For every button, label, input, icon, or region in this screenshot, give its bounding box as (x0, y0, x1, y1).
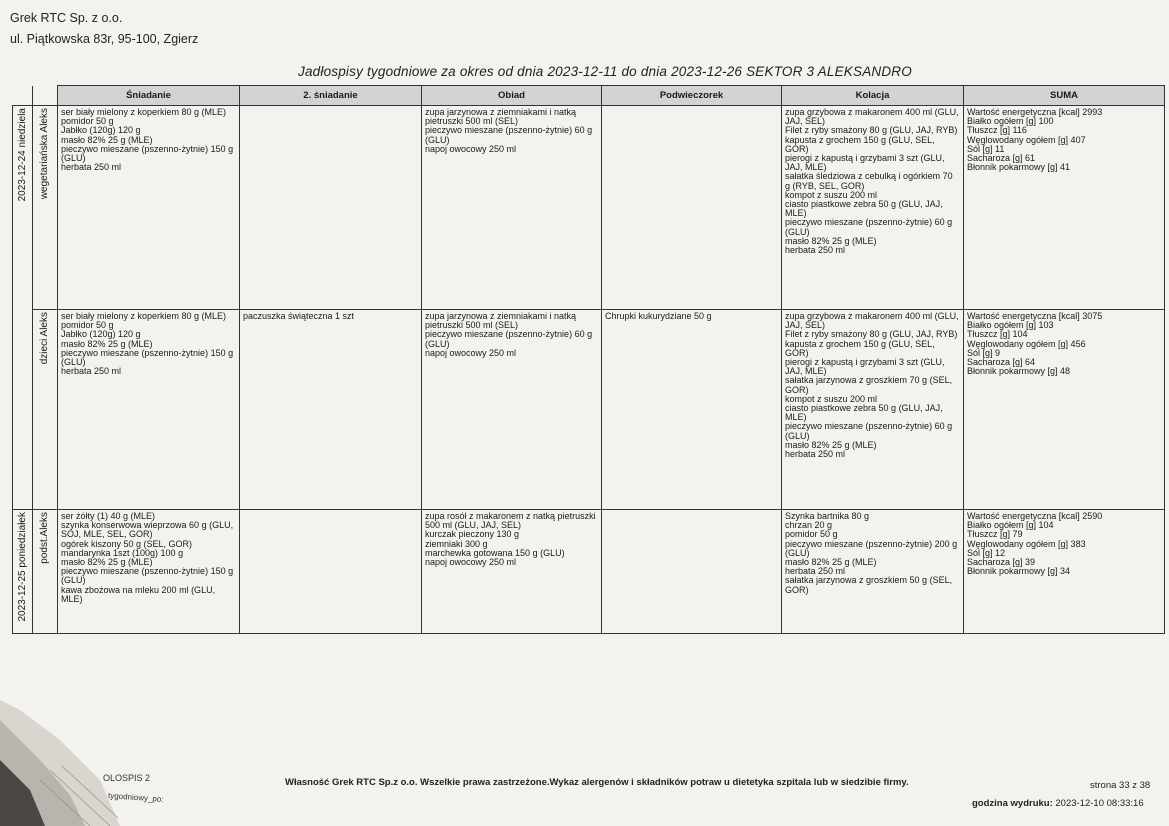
summary-cell (964, 106, 1165, 310)
menu-item: pomidor 50 g (785, 529, 838, 540)
menu-item: masło 82% 25 g (MLE) (61, 134, 153, 145)
meal-cell (58, 510, 240, 634)
menu-item: Sacharoza [g] 64 (967, 357, 1036, 368)
meal-cell (58, 310, 240, 510)
meal-cell (422, 106, 602, 310)
meal-cell (602, 106, 782, 310)
corner-text: tygodniowy_po: (107, 791, 164, 804)
page-number: strona 33 z 38 (1090, 780, 1151, 791)
menu-item: Jabłko (120g) 120 g (61, 329, 141, 340)
menu-item: kawa zbożowa na mleku 200 ml (GLU, MLE) (61, 584, 216, 604)
menu-item: Wartość energetyczna [kcal] 3075 (967, 311, 1103, 321)
menu-item: pieczywo mieszane (pszenno-żytnie) 150 g (GLU) (61, 347, 234, 368)
menu-item: Filet z ryby smażony 80 g (GLU, JAJ, RYB) (785, 329, 958, 340)
menu-item: zupa jarzynowa z ziemniakami i natką pietruszki 500 ml (SEL) (425, 311, 577, 331)
menu-item: ciasto piastkowe zebra 50 g (GLU, JAJ, MLE) (785, 403, 943, 423)
header-row (13, 86, 1165, 106)
menu-item: marchewka gotowana 150 g (GLU) (425, 547, 565, 558)
menu-item: sałatka jarzynowa z groszkiem 50 g (SEL, GOR) (785, 575, 953, 595)
day-label: 2023-12-25 poniedziałek (16, 512, 28, 622)
menu-item: mandarynka 1szt (100g) 100 g (61, 547, 184, 558)
table-row (13, 106, 1165, 310)
menu-item: Tłuszcz [g] 104 (967, 329, 1028, 340)
corner-text: OLOSPIS 2 (103, 773, 151, 783)
meal-cell (782, 106, 964, 310)
menu-item: Sól [g] 9 (967, 347, 1001, 358)
menu-item: Sacharoza [g] 61 (967, 153, 1036, 164)
menu-item: kurczak pieczony 130 g (425, 529, 520, 540)
menu-item: pierogi z kapustą i grzybami 3 szt (GLU, JAJ, MLE) (785, 153, 945, 173)
menu-item: zupa grzybowa z makaronem 400 ml (GLU, JAJ, SEL) (785, 311, 959, 331)
table-row (13, 310, 1165, 510)
menu-item: Węglowodany ogółem [g] 456 (967, 338, 1086, 349)
menu-item: herbata 250 ml (785, 245, 846, 256)
diet-cell (33, 510, 58, 634)
menu-item: Chrupki kukurydziane 50 g (605, 311, 712, 321)
company-info (10, 8, 198, 50)
menu-item: pieczywo mieszane (pszenno-żytnie) 150 g (GLU) (61, 143, 234, 164)
menu-item: sałatka jarzynowa z groszkiem 70 g (SEL, GOR) (785, 375, 953, 395)
menu-item: ciasto piastkowe zebra 50 g (GLU, JAJ, MLE) (785, 199, 943, 219)
menu-item: masło 82% 25 g (MLE) (785, 439, 877, 450)
menu-item: kompot z suszu 200 ml (785, 189, 878, 200)
menu-item: pieczywo mieszane (pszenno-żytnie) 200 g (GLU) (785, 538, 958, 558)
document-title: Jadłospisy tygodniowe za okres od dnia 2023-12-11 do dnia 2023-12-26 SEKTOR 3 ALEKSANDRO (298, 64, 912, 79)
menu-item: pierogi z kapustą i grzybami 3 szt (GLU, JAJ, MLE) (785, 357, 945, 377)
header-sniadanie: Śniadanie (58, 86, 240, 106)
meal-cell (782, 310, 964, 510)
meal-cell (782, 510, 964, 634)
header-drugie-sniadanie: 2. śniadanie (240, 86, 422, 106)
meal-cell (422, 310, 602, 510)
menu-item: Wartość energetyczna [kcal] 2993 (967, 107, 1103, 117)
menu-item: Szynka bartnika 80 g (785, 511, 870, 521)
diet-cell (33, 106, 58, 310)
menu-item: Sól [g] 12 (967, 547, 1006, 558)
menu-item: kompot z suszu 200 ml (785, 393, 878, 404)
meal-cell (58, 106, 240, 310)
menu-item: masło 82% 25 g (MLE) (61, 557, 153, 568)
menu-item: pieczywo mieszane (pszenno-żytnie) 60 g (GLU) (785, 217, 953, 237)
print-time-label: godzina wydruku: (972, 798, 1053, 809)
menu-item: Węglowodany ogółem [g] 407 (967, 134, 1086, 145)
diet-label: wegetariańska Aleks (39, 108, 51, 200)
summary-cell (964, 510, 1165, 634)
folded-corner (0, 700, 160, 826)
menu-item: pieczywo mieszane (pszenno-żytnie) 60 g (GLU) (425, 329, 593, 349)
print-time-value: 2023-12-10 08:33:16 (1055, 798, 1144, 809)
menu-item: Sól [g] 11 (967, 143, 1005, 154)
menu-item: Tłuszcz [g] 116 (967, 125, 1027, 136)
meal-cell (240, 310, 422, 510)
menu-item: paczuszka świąteczna 1 szt (243, 311, 355, 321)
company-name: Grek RTC Sp. z o.o. (10, 11, 123, 25)
menu-item: masło 82% 25 g (MLE) (785, 557, 877, 568)
menu-item: sałatka śledziowa z cebulką i ogórkiem 70 g (RYB, SEL, GOR) (785, 171, 953, 191)
day-cell (13, 106, 33, 510)
menu-item: Błonnik pokarmowy [g] 34 (967, 566, 1071, 577)
print-time (972, 798, 1144, 809)
menu-item: Białko ogółem [g] 100 (967, 116, 1054, 127)
diet-cell (33, 310, 58, 510)
menu-item: Tłuszcz [g] 79 (967, 529, 1023, 540)
summary-cell (964, 310, 1165, 510)
menu-item: Filet z ryby smażony 80 g (GLU, JAJ, RYB) (785, 125, 958, 136)
menu-item: zupa rosół z makaronem z natką pietruszki 500 ml (GLU, JAJ, SEL) (425, 511, 596, 531)
menu-item: Sacharoza [g] 39 (967, 557, 1036, 568)
menu-item: herbata 250 ml (785, 449, 846, 460)
menu-item: ogórek kiszony 50 g (SEL, GOR) (61, 538, 193, 549)
day-label: 2023-12-24 niedziela (16, 108, 28, 202)
menu-item: zupa jarzynowa z ziemniakami i natką pietruszki 500 ml (SEL) (425, 107, 577, 127)
menu-item: Białko ogółem [g] 104 (967, 520, 1054, 531)
menu-item: pieczywo mieszane (pszenno-żytnie) 60 g (GLU) (785, 421, 953, 441)
company-address: ul. Piątkowska 83r, 95-100, Zgierz (10, 32, 199, 46)
menu-item: Jabłko (120g) 120 g (61, 125, 141, 136)
meal-cell (240, 510, 422, 634)
header-suma: SUMA (964, 86, 1165, 106)
menu-item: Błonnik pokarmowy [g] 41 (967, 162, 1071, 173)
menu-item: pomidor 50 g (61, 116, 114, 127)
menu-item: herbata 250 ml (61, 366, 122, 377)
meal-cell (422, 510, 602, 634)
menu-item: napoj owocowy 250 ml (425, 557, 517, 568)
menu-item: ser biały mielony z koperkiem 80 g (MLE) (61, 107, 227, 117)
menu-item: masło 82% 25 g (MLE) (61, 338, 153, 349)
header-podwieczorek: Podwieczorek (602, 86, 782, 106)
day-cell (13, 510, 33, 634)
menu-item: herbata 250 ml (785, 566, 846, 577)
menu-item: pomidor 50 g (61, 320, 114, 331)
menu-item: masło 82% 25 g (MLE) (785, 235, 877, 246)
menu-item: herbata 250 ml (61, 162, 122, 173)
menu-item: szynka konserwowa wieprzowa 60 g (GLU, SOJ, MLE, SEL, GOR) (61, 520, 234, 540)
header-kolacja: Kolacja (782, 86, 964, 106)
meal-cell (602, 510, 782, 634)
footer-copyright: Własność Grek RTC Sp.z o.o. Wszelkie prawa zastrzeżone.Wykaz alergenów i składników potraw u dietetyka szpitala lub w siedzibie firmy. (285, 777, 909, 788)
menu-item: zupa grzybowa z makaronem 400 ml (GLU, JAJ, SEL) (785, 107, 959, 127)
menu-item: ser żółty (1) 40 g (MLE) (61, 511, 156, 521)
menu-item: ser biały mielony z koperkiem 80 g (MLE) (61, 311, 227, 321)
meal-cell (240, 106, 422, 310)
menu-item: napoj owocowy 250 ml (425, 143, 517, 154)
menu-item: ziemniaki 300 g (425, 538, 488, 549)
menu-item: napoj owocowy 250 ml (425, 347, 517, 358)
meal-cell (602, 310, 782, 510)
header-blank-day (13, 86, 33, 106)
menu-table (12, 85, 1165, 634)
menu-item: Białko ogółem [g] 103 (967, 320, 1054, 331)
header-obiad: Obiad (422, 86, 602, 106)
menu-item: chrzan 20 g (785, 520, 833, 531)
table-row (13, 510, 1165, 634)
menu-item: pieczywo mieszane (pszenno-żytnie) 60 g (GLU) (425, 125, 593, 145)
menu-item: kapusta z grochem 150 g (GLU, SEL, GOR) (785, 338, 935, 358)
menu-item: Błonnik pokarmowy [g] 48 (967, 366, 1071, 377)
menu-item: Wartość energetyczna [kcal] 2590 (967, 511, 1103, 521)
menu-item: Węglowodany ogółem [g] 383 (967, 538, 1086, 549)
menu-item: kapusta z grochem 150 g (GLU, SEL, GOR) (785, 134, 935, 154)
header-blank-diet (33, 86, 58, 106)
diet-label: podst.Aleks (39, 512, 51, 564)
menu-item: pieczywo mieszane (pszenno-żytnie) 150 g (GLU) (61, 566, 234, 586)
diet-label: dzieci Aleks (39, 312, 51, 365)
